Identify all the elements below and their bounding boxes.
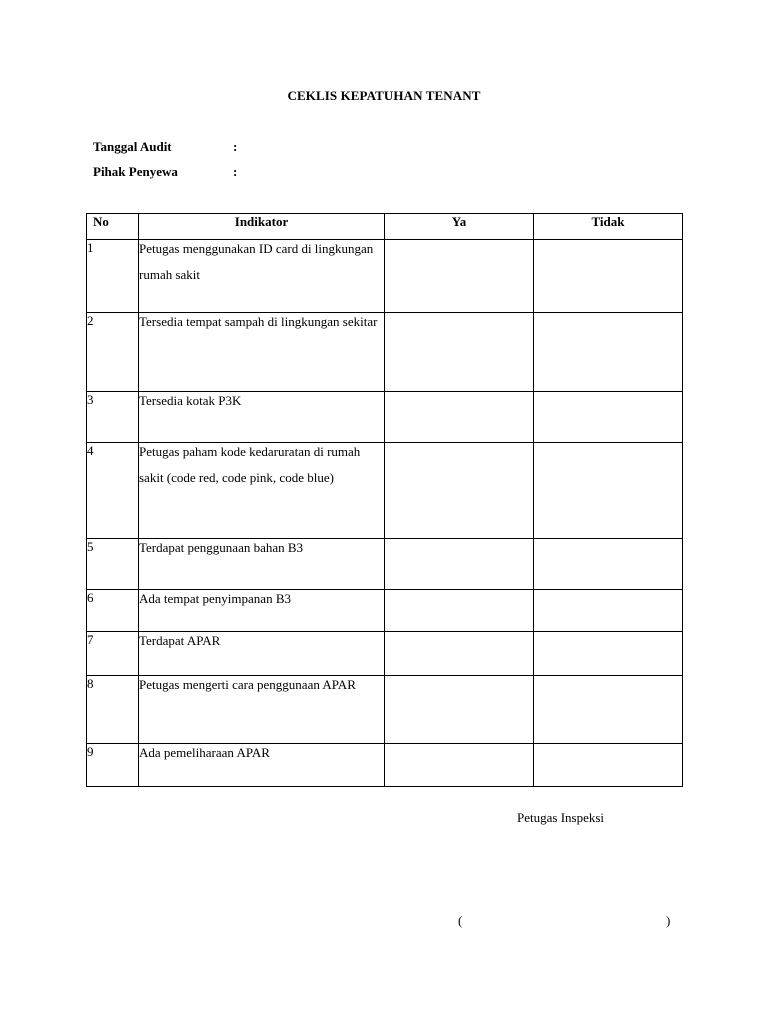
row-indikator [139, 240, 385, 313]
ya-cell[interactable] [385, 539, 534, 590]
tidak-cell[interactable] [534, 240, 683, 313]
row-indikator [139, 539, 385, 590]
header-indikator: Indikator [139, 214, 385, 240]
table-row [87, 240, 683, 313]
meta-label: Pihak Penyewa [93, 164, 178, 179]
tidak-cell[interactable] [534, 590, 683, 632]
row-indikator [139, 443, 385, 539]
tidak-cell[interactable] [534, 313, 683, 392]
signer-label: Petugas Inspeksi [517, 810, 605, 825]
meta-colon: : [233, 164, 238, 179]
row-number: 4 [87, 443, 139, 539]
indikator-text: Petugas paham kode kedaruratan di rumah sakit (code red, code pink, code blue) [139, 444, 361, 485]
ya-cell[interactable] [385, 313, 534, 392]
checklist-table [86, 213, 683, 787]
indikator-text: Tersedia kotak P3K [139, 393, 242, 408]
signature-open-paren: ( [458, 913, 463, 928]
ya-cell[interactable] [385, 392, 534, 443]
indikator-text: Petugas mengerti cara penggunaan APAR [139, 677, 356, 692]
table-row [87, 392, 683, 443]
row-number: 5 [87, 539, 139, 590]
table-row [87, 590, 683, 632]
row-indikator [139, 313, 385, 392]
row-indikator [139, 676, 385, 744]
table-row [87, 632, 683, 676]
row-indikator [139, 590, 385, 632]
ya-cell[interactable] [385, 632, 534, 676]
tidak-cell[interactable] [534, 676, 683, 744]
ya-cell[interactable] [385, 744, 534, 787]
ya-cell[interactable] [385, 590, 534, 632]
indikator-text: Ada pemeliharaan APAR [139, 745, 270, 760]
ya-cell[interactable] [385, 676, 534, 744]
row-number: 8 [87, 676, 139, 744]
meta-audit-date [93, 139, 237, 155]
row-indikator [139, 632, 385, 676]
tidak-cell[interactable] [534, 632, 683, 676]
document-title: CEKLIS KEPATUHAN TENANT [287, 88, 481, 103]
meta-colon: : [233, 139, 238, 154]
row-number: 1 [87, 240, 139, 313]
header-ya: Ya [385, 214, 534, 240]
tidak-cell[interactable] [534, 392, 683, 443]
meta-tenant [93, 164, 237, 180]
tidak-cell[interactable] [534, 539, 683, 590]
signature-close-paren: ) [666, 913, 671, 928]
indikator-text: Terdapat penggunaan bahan B3 [139, 540, 304, 555]
ya-cell[interactable] [385, 443, 534, 539]
table-row [87, 539, 683, 590]
row-number: 9 [87, 744, 139, 787]
indikator-text: Petugas menggunakan ID card di lingkungan rumah sakit [139, 241, 374, 282]
table-row [87, 313, 683, 392]
meta-label: Tanggal Audit [93, 139, 172, 154]
row-number: 6 [87, 590, 139, 632]
indikator-text: Ada tempat penyimpanan B3 [139, 591, 291, 606]
indikator-text: Tersedia tempat sampah di lingkungan sekitar [139, 314, 378, 329]
row-number: 7 [87, 632, 139, 676]
row-indikator [139, 392, 385, 443]
row-indikator [139, 744, 385, 787]
table-row [87, 443, 683, 539]
header-tidak: Tidak [534, 214, 683, 240]
tidak-cell[interactable] [534, 443, 683, 539]
header-no: No [87, 214, 139, 240]
row-number: 2 [87, 313, 139, 392]
table-row [87, 676, 683, 744]
ya-cell[interactable] [385, 240, 534, 313]
indikator-text: Terdapat APAR [139, 633, 221, 648]
tidak-cell[interactable] [534, 744, 683, 787]
table-row [87, 744, 683, 787]
row-number: 3 [87, 392, 139, 443]
